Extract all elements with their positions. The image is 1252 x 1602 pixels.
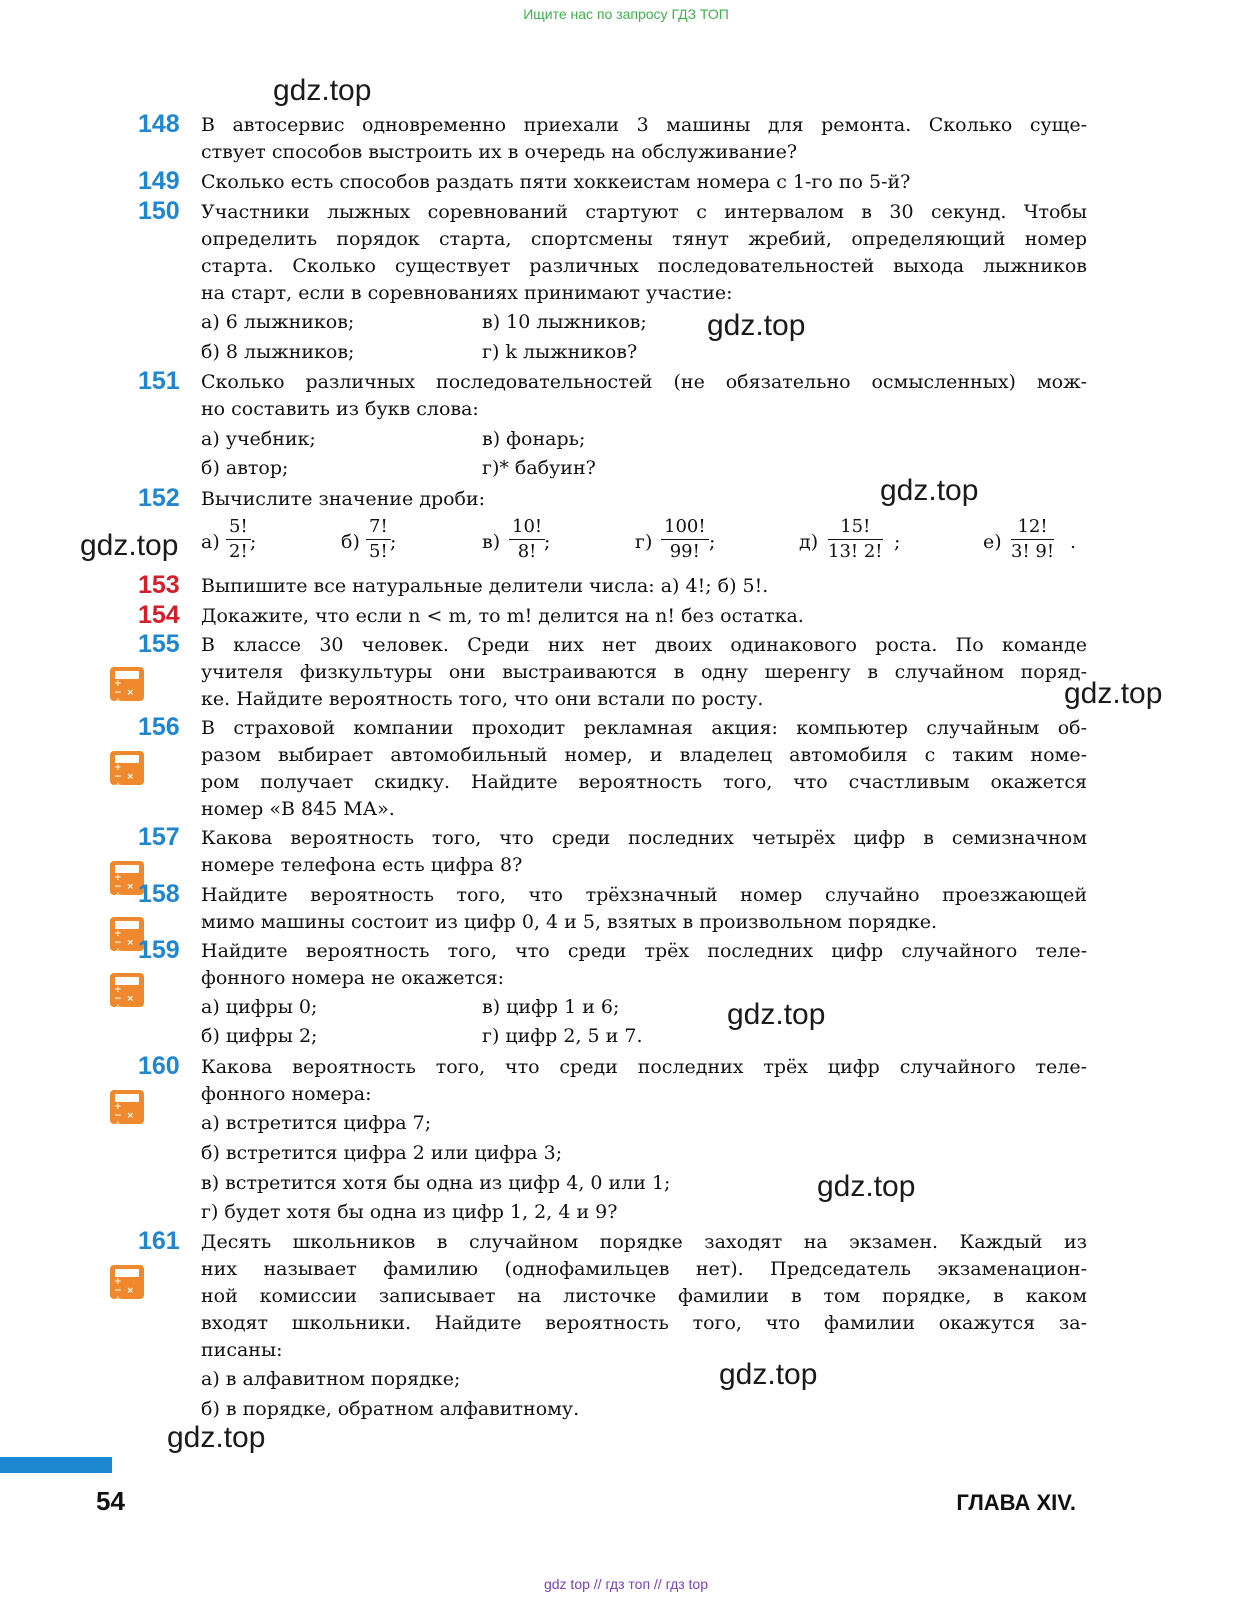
problem-161-line: писаны: [201,1339,283,1361]
fraction-label: д) [799,531,819,553]
problem-160-line: Какова вероятность того, что среди последних трёх цифр случайного теле- [201,1056,1087,1078]
fraction-label: б) [341,531,360,553]
option: а) 6 лыжников; [201,311,355,333]
fraction-tail: ; [390,531,397,553]
problem-157-line: номере телефона есть цифра 8? [201,854,523,876]
problem-156-line: ром получает скидку. Найдите вероятность того, что счастливым окажется [201,771,1087,793]
option: б) цифры 2; [201,1025,318,1047]
problem-150-line: Участники лыжных соревнований стартуют с интервалом в 30 секунд. Чтобы [201,201,1087,223]
fraction-numerator: 15! [828,515,883,540]
fraction-label: в) [482,531,501,553]
problem-number-149: 149 [138,167,180,195]
fraction-denominator: 8! [517,541,537,562]
option: г) k лыжников? [482,341,638,363]
calculator-icon: + −× ÷ [110,1090,144,1124]
fraction-label: а) [201,531,220,553]
watermark: gdz.top [727,998,826,1031]
option: в) цифр 1 и 6; [482,996,620,1018]
fraction-numerator: 7! [366,515,391,540]
fraction [661,515,709,564]
problem-number-160: 160 [138,1052,180,1080]
fraction-tail: ; [250,531,257,553]
fraction-denominator: 2! [229,541,248,562]
watermark: gdz.top [817,1170,916,1203]
fraction-numerator: 100! [661,515,709,540]
problem-161-line: входят школьники. Найдите вероятность того, что фамилии окажутся за- [201,1312,1087,1334]
problem-number-148: 148 [138,110,180,138]
fraction-denominator: 3! 9! [1011,541,1055,562]
fraction-label: г) [635,531,653,553]
fraction-tail: ; [709,531,716,553]
problem-number-153: 153 [138,571,180,599]
fraction-denominator: 13! 2! [828,541,883,562]
problem-148-line: ствует способов выстроить их в очередь на обслуживание? [201,141,798,163]
problem-number-161: 161 [138,1227,180,1255]
problem-150-line: старта. Сколько существует различных последовательностей выхода лыжников [201,255,1087,277]
problem-155-line: учителя физкультуры они выстраиваются в одну шеренгу в случайном поряд- [201,661,1087,683]
problem-158-line: Найдите вероятность того, что трёхзначный номер случайно проезжающей [201,884,1087,906]
option: г)* бабуин? [482,457,596,479]
problem-number-154: 154 [138,601,180,629]
problem-156-line: разом выбирает автомобильный номер, и владелец автомобиля с таким номе- [201,744,1087,766]
problem-155-line: ке. Найдите вероятность того, что они встали по росту. [201,688,764,710]
problem-159-line: фонного номера не окажется: [201,967,505,989]
problem-160-line: фонного номера: [201,1083,372,1105]
problem-number-150: 150 [138,197,180,225]
page-number: 54 [96,1486,125,1516]
watermark: gdz.top [707,309,806,342]
option: г) цифр 2, 5 и 7. [482,1025,643,1047]
problem-number-157: 157 [138,823,180,851]
calculator-icon: + −× ÷ [110,1265,144,1299]
fraction [509,515,545,564]
problem-159-line: Найдите вероятность того, что среди трёх последних цифр случайного теле- [201,940,1087,962]
problem-number-159: 159 [138,936,180,964]
problem-158-line: мимо машины состоит из цифр 0, 4 и 5, взятых в произвольном порядке. [201,911,938,933]
calculator-icon: + −× ÷ [110,861,144,895]
fraction [366,515,391,564]
fraction-tail: ; [544,531,551,553]
watermark: gdz.top [1064,677,1163,710]
footer-links: gdz top // гдз топ // гдз top [543,1576,709,1592]
watermark: gdz.top [273,74,372,107]
option: в) фонарь; [482,428,586,450]
option: а) встретится цифра 7; [201,1112,432,1134]
fraction-numerator: 10! [509,515,545,540]
option: г) будет хотя бы одна из цифр 1, 2, 4 и 9? [201,1201,618,1223]
fraction-numerator: 5! [226,515,251,540]
problem-150-line: на старт, если в соревнованиях принимают участие: [201,282,733,304]
calculator-icon: + −× ÷ [110,917,144,951]
problem-number-151: 151 [138,367,180,395]
problem-156-line: В страховой компании проходит рекламная акция: компьютер случайным об- [201,717,1087,739]
problem-number-155: 155 [138,630,180,658]
fraction [828,515,883,564]
option: в) 10 лыжников; [482,311,647,333]
top-banner: Ищите нас по запросу ГДЗ ТОП [523,6,729,22]
problem-156-line: номер «В 845 МА». [201,798,395,820]
problem-149-line: Сколько есть способов раздать пяти хоккеистам номера с 1-го по 5-й? [201,171,911,193]
option: б) 8 лыжников; [201,341,355,363]
problem-number-156: 156 [138,713,180,741]
problem-151-line: но составить из букв слова: [201,398,479,420]
option: б) встретится цифра 2 или цифра 3; [201,1142,563,1164]
watermark: gdz.top [167,1421,266,1454]
problem-150-line: определить порядок старта, спортсмены тянут жребий, определяющий номер [201,228,1087,250]
fraction [1011,515,1054,564]
fraction-denominator: 5! [369,541,388,562]
fraction [226,515,251,564]
fraction-numerator: 12! [1011,515,1054,540]
problem-161-line: Десять школьников в случайном порядке заходят на экзамен. Каждый из [201,1231,1087,1253]
watermark: gdz.top [880,474,979,507]
watermark: gdz.top [719,1358,818,1391]
fraction-tail: ; [894,531,901,553]
option: б) в порядке, обратном алфавитному. [201,1398,580,1420]
fraction-denominator: 99! [669,541,700,562]
fraction-tail: . [1070,531,1077,553]
option: б) автор; [201,457,289,479]
problem-161-line: них называет фамилию (однофамильцев нет). Председатель экзаменацион- [201,1258,1087,1280]
option: а) цифры 0; [201,996,318,1018]
problem-161-line: ной комиссии записывает на листочке фамилии в том порядке, в каком [201,1285,1087,1307]
problem-155-line: В классе 30 человек. Среди них нет двоих одинакового роста. По команде [201,634,1087,656]
option: в) встретится хотя бы одна из цифр 4, 0 или 1; [201,1172,671,1194]
problem-153-line: Выпишите все натуральные делители числа: а) 4!; б) 5!. [201,575,769,597]
problem-148-line: В автосервис одновременно приехали 3 машины для ремонта. Сколько суще- [201,114,1087,136]
chapter-title: ГЛАВА XIV. [956,1490,1076,1515]
problem-number-152: 152 [138,484,180,512]
problem-number-158: 158 [138,880,180,908]
calculator-icon: + −× ÷ [110,751,144,785]
watermark: gdz.top [80,529,179,562]
problem-154-line: Докажите, что если n < m, то m! делится на n! без остатка. [201,605,804,627]
fraction-label: е) [983,531,1002,553]
problem-157-line: Какова вероятность того, что среди последних четырёх цифр в семизначном [201,827,1087,849]
page-accent-bar [0,1457,112,1473]
problem-152-line: Вычислите значение дроби: [201,488,486,510]
option: а) учебник; [201,428,316,450]
calculator-icon: + −× ÷ [110,667,144,701]
calculator-icon: + −× ÷ [110,973,144,1007]
option: а) в алфавитном порядке; [201,1368,461,1390]
problem-151-line: Сколько различных последовательностей (не обязательно осмысленных) мож- [201,371,1087,393]
